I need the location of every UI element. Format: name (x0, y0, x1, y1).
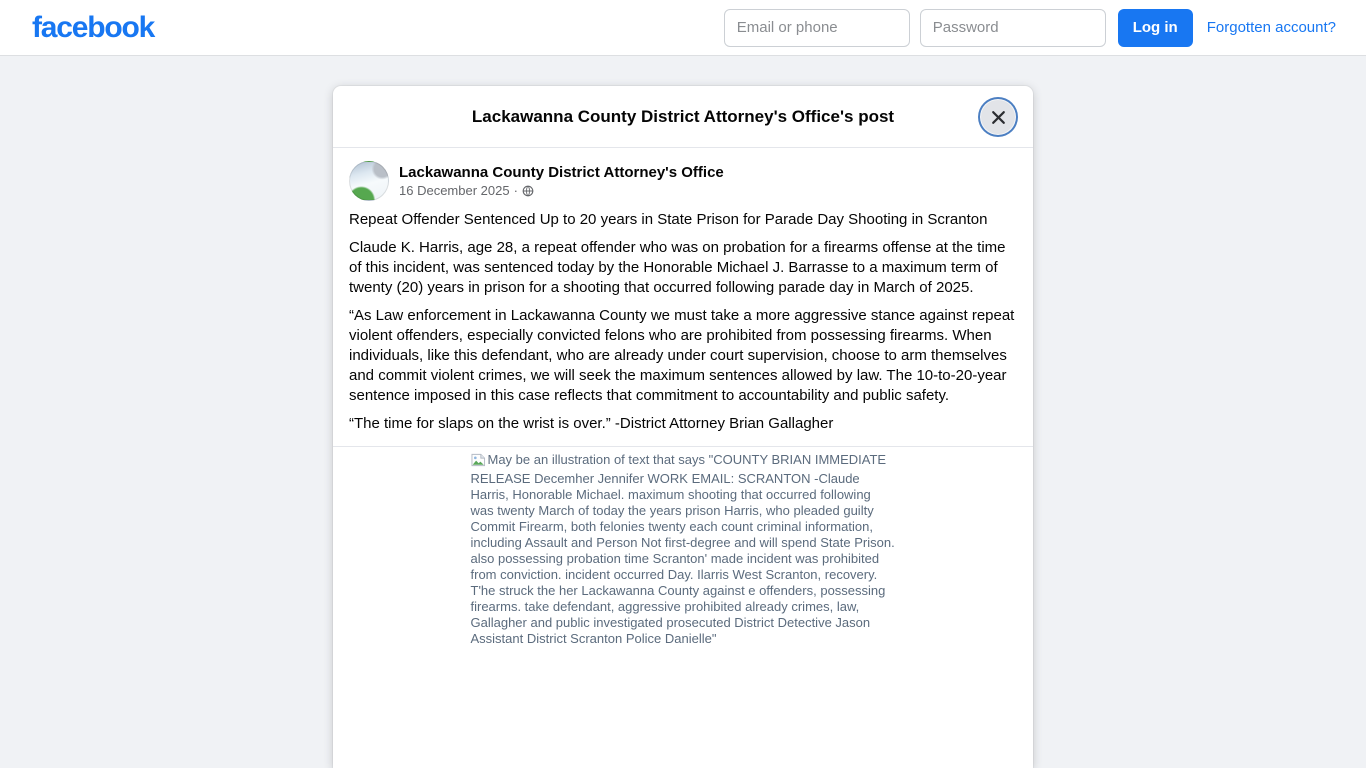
post-text (333, 207, 1033, 446)
author-name-link[interactable]: Lackawanna County District Attorney's Office (399, 164, 724, 181)
close-button[interactable] (981, 100, 1015, 134)
modal-header (333, 86, 1033, 148)
facebook-logo[interactable]: facebook (32, 10, 155, 44)
post-paragraph: “The time for slaps on the wrist is over.” -District Attorney Brian Gallagher (349, 415, 834, 432)
post-paragraph: Repeat Offender Sentenced Up to 20 years in State Prison for Parade Day Shooting in Scranton (349, 211, 988, 228)
avatar[interactable] (349, 161, 389, 201)
top-navigation-bar (0, 0, 1366, 56)
author-block (399, 163, 724, 199)
image-alt-text: May be an illustration of text that says "COUNTY BRIAN IMMEDIATE RELEASE Decemher Jennifer WORK EMAIL: SCRANTON -Claude Harris, Honorable Michael. maximum shooting that occurred following was twenty March of today the years prison Harris, who pleaded guilty Commit Firearm, both felonies twenty each count criminal information, including Assault and Person Not first-degree and will spend State Prison. also possessing probation time Scranton' made incident was prohibited from conviction. incident occurred Day. Ilarris West Scranton, recovery. T'he struck the her Lackawanna County against e offenders, possessing firearms. take defendant, aggressive prohibited already crimes, law, Gallagher and public investigated prosecuted District Detective Jason Assistant District Scranton Police Danielle" (470, 452, 895, 646)
globe-icon (522, 185, 534, 197)
password-field[interactable] (920, 9, 1106, 47)
post-image-broken[interactable] (471, 452, 896, 647)
broken-image-icon (471, 453, 486, 471)
post-paragraph: Claude K. Harris, age 28, a repeat offender who was on probation for a firearms offense at the time of this incident, was sentenced today by the Honorable Michael J. Barrasse to a maximum term of twenty (20) years in prison for a shooting that occurred following parade day in March of 2025. (349, 239, 1006, 296)
timestamp-link[interactable] (399, 182, 724, 199)
login-form (724, 9, 1336, 47)
post-header (333, 148, 1033, 207)
modal-title: Lackawanna County District Attorney's Office's post (471, 106, 895, 126)
email-field[interactable] (724, 9, 910, 47)
post-date: 16 December 2025 (399, 183, 510, 198)
login-button[interactable]: Log in (1118, 9, 1193, 47)
post-attachment-area (333, 446, 1033, 647)
date-separator: · (513, 183, 518, 198)
post-paragraph: “As Law enforcement in Lackawanna County we must take a more aggressive stance against repeat violent offenders, especially convicted felons who are prohibited from possessing firearms. When individuals, like this defendant, who are already under court supervision, choose to arm themselves and commit violent crimes, we will seek the maximum sentences allowed by law. The 10-to-20-year sentence imposed in this case reflects that commitment to accountability and public safety. (349, 307, 1015, 404)
forgotten-account-link[interactable]: Forgotten account? (1206, 19, 1336, 36)
close-icon (990, 109, 1007, 126)
post-modal (333, 86, 1033, 768)
